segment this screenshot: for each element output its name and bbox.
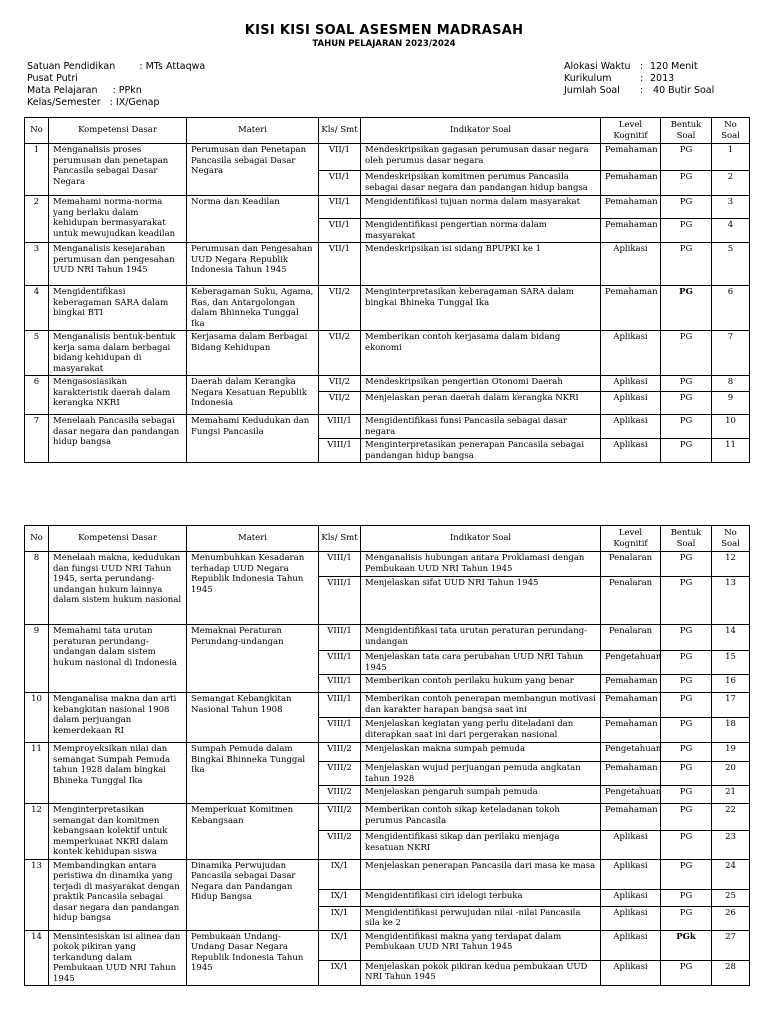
materi-cell: Pembukaan Undang-Undang Dasar Negara Republik Indonesia Tahun 1945	[187, 930, 319, 986]
kd-number: 2	[25, 196, 49, 243]
level-kognitif-cell: Aplikasi	[601, 243, 661, 286]
materi-cell: Kerjasama dalam Berbagai Bidang Kehidupan	[187, 331, 319, 376]
kompetensi-dasar-cell: Menganalisa makna dan arti kebangkitan nasional 1908 dalam perjuangan kemerdekaan RI	[49, 693, 187, 743]
indikator-cell: Menganalisis hubungan antara Proklamasi dengan Pembukaan UUD NRI Tahun 1945	[361, 552, 601, 577]
level-kognitif-cell: Penalaran	[601, 552, 661, 577]
level-kognitif-cell: Pengetahuan	[601, 651, 661, 675]
kompetensi-dasar-cell: Menelaah makna, kedudukan dan fungsi UUD NRI Tahun 1945, serta perundang-undangan hukum lainnya dalam sistem hukum nasional	[49, 552, 187, 625]
kls-smt-cell: VII/1	[319, 243, 361, 286]
no-soal-cell: 28	[712, 960, 750, 985]
kompetensi-dasar-cell: Mengasosiasikan karakteristik daerah dalam kerangka NKRI	[49, 376, 187, 415]
header-level-kognitif: Level Kognitif	[601, 526, 661, 552]
kls-smt-cell: VII/2	[319, 392, 361, 415]
kisi-table-1	[24, 117, 750, 463]
level-kognitif-cell: Aplikasi	[601, 831, 661, 859]
indikator-cell: Mengidentifikasi pengertian norma dalam masyarakat	[361, 219, 601, 243]
table-row	[25, 243, 750, 286]
level-kognitif-cell: Aplikasi	[601, 439, 661, 463]
no-soal-cell: 5	[712, 243, 750, 286]
header-no-soal: No Soal	[712, 118, 750, 144]
no-soal-cell: 8	[712, 376, 750, 392]
kompetensi-dasar-cell: Memahami tata urutan peraturan perundang-undangan dalam sistem hukum nasional di Indonesia	[49, 625, 187, 693]
level-kognitif-cell: Pemahaman	[601, 144, 661, 171]
no-soal-cell: 26	[712, 906, 750, 930]
table-row	[25, 376, 750, 392]
no-soal-cell: 13	[712, 577, 750, 625]
info-left-line: Satuan Pendidikan : MTs Attaqwa	[27, 61, 206, 72]
table-row	[25, 286, 750, 331]
kls-smt-cell: VIII/2	[319, 762, 361, 786]
kls-smt-cell: VIII/1	[319, 552, 361, 577]
header-kompetensi-dasar: Kompetensi Dasar	[49, 526, 187, 552]
table-row	[25, 930, 750, 960]
level-kognitif-cell: Aplikasi	[601, 889, 661, 906]
header-indikator-soal: Indikator Soal	[361, 526, 601, 552]
bentuk-soal-cell: PG	[661, 693, 712, 718]
bentuk-soal-cell: PG	[661, 552, 712, 577]
indikator-cell: Menginterpretasikan keberagaman SARA dalam bingkai Bhineka Tunggal Ika	[361, 286, 601, 331]
info-left-line: Pusat Putri	[27, 73, 78, 84]
bentuk-soal-cell: PG	[661, 219, 712, 243]
kd-number: 9	[25, 625, 49, 693]
kls-smt-cell: VII/2	[319, 331, 361, 376]
level-kognitif-cell: Pemahaman	[601, 219, 661, 243]
kls-smt-cell: IX/1	[319, 930, 361, 960]
kls-smt-cell: VIII/1	[319, 439, 361, 463]
bentuk-soal-cell: PG	[661, 859, 712, 889]
kompetensi-dasar-cell: Menganalisis bentuk-bentuk kerja sama dalam berbagai bidang kehidupan di masyarakat	[49, 331, 187, 376]
kls-smt-cell: VII/2	[319, 376, 361, 392]
no-soal-cell: 23	[712, 831, 750, 859]
no-soal-cell: 6	[712, 286, 750, 331]
info-right	[564, 61, 714, 97]
table-row	[25, 331, 750, 376]
no-soal-cell: 16	[712, 675, 750, 693]
indikator-cell: Mendeskripsikan komitmen perumus Pancasila sebagai dasar negara dan pandangan hidup bangsa	[361, 171, 601, 196]
indikator-cell: Menjelaskan penerapan Pancasila dari masa ke masa	[361, 859, 601, 889]
no-soal-cell: 22	[712, 804, 750, 831]
bentuk-soal-cell: PG	[661, 786, 712, 804]
indikator-cell: Memberikan contoh perilaku hukum yang benar	[361, 675, 601, 693]
bentuk-soal-cell: PG	[661, 415, 712, 439]
header-no: No	[25, 118, 49, 144]
level-kognitif-cell: Pengetahuan	[601, 743, 661, 762]
bentuk-soal-cell: PG	[661, 439, 712, 463]
no-soal-cell: 15	[712, 651, 750, 675]
level-kognitif-cell: Aplikasi	[601, 960, 661, 985]
kd-number: 5	[25, 331, 49, 376]
kls-smt-cell: VII/1	[319, 196, 361, 219]
kompetensi-dasar-cell: Menelaah Pancasila sebagai dasar negara dan pandangan hidup bangsa	[49, 415, 187, 463]
kompetensi-dasar-cell: Memproyeksikan nilai dan semangat Sumpah Pemuda tahun 1928 dalam bingkai Bhineka Tunggal Ika	[49, 743, 187, 804]
level-kognitif-cell: Pemahaman	[601, 718, 661, 743]
bentuk-soal-cell: PG	[661, 625, 712, 651]
info-left-line: Mata Pelajaran : PPkn	[27, 85, 142, 96]
materi-cell: Perumusan dan Pengesahan UUD Negara Republik Indonesia Tahun 1945	[187, 243, 319, 286]
header-no: No	[25, 526, 49, 552]
info-label: Jumlah Soal	[564, 85, 620, 96]
materi-cell: Perumusan dan Penetapan Pancasila sebagai Dasar Negara	[187, 144, 319, 196]
bentuk-soal-cell: PG	[661, 889, 712, 906]
no-soal-cell: 21	[712, 786, 750, 804]
level-kognitif-cell: Aplikasi	[601, 930, 661, 960]
info-kurikulum: Kurikulum : 2013	[564, 73, 675, 84]
kd-number: 12	[25, 804, 49, 860]
indikator-cell: Menjelaskan pengaruh sumpah pemuda	[361, 786, 601, 804]
kls-smt-cell: VIII/1	[319, 675, 361, 693]
level-kognitif-cell: Aplikasi	[601, 906, 661, 930]
kls-smt-cell: VIII/2	[319, 743, 361, 762]
no-soal-cell: 2	[712, 171, 750, 196]
kompetensi-dasar-cell: Menganalisis proses perumusan dan penetapan Pancasila sebagai Dasar Negara	[49, 144, 187, 196]
kd-number: 13	[25, 859, 49, 930]
level-kognitif-cell: Pengetahuan	[601, 786, 661, 804]
kls-smt-cell: IX/1	[319, 906, 361, 930]
bentuk-soal-cell: PG	[661, 804, 712, 831]
kd-number: 3	[25, 243, 49, 286]
materi-cell: Sumpah Pemuda dalam Bingkai Bhinneka Tunggal Ika	[187, 743, 319, 804]
kls-smt-cell: VIII/1	[319, 625, 361, 651]
header-level-kognitif: Level Kognitif	[601, 118, 661, 144]
no-soal-cell: 18	[712, 718, 750, 743]
indikator-cell: Mendeskripsikan gagasan perumusan dasar negara oleh perumus dasar negara	[361, 144, 601, 171]
bentuk-soal-cell: PG	[661, 171, 712, 196]
level-kognitif-cell: Pemahaman	[601, 171, 661, 196]
header-kls-smt: Kls/ Smt	[319, 526, 361, 552]
header-bentuk-soal: Bentuk Soal	[661, 118, 712, 144]
no-soal-cell: 11	[712, 439, 750, 463]
kls-smt-cell: IX/1	[319, 960, 361, 985]
bentuk-soal-cell: PG	[661, 144, 712, 171]
table-header-row	[25, 526, 750, 552]
materi-cell: Daerah dalam Kerangka Negara Kesatuan Republik Indonesia	[187, 376, 319, 415]
bentuk-soal-cell: PG	[661, 286, 712, 331]
level-kognitif-cell: Pemahaman	[601, 693, 661, 718]
indikator-cell: Menjelaskan makna sumpah pemuda	[361, 743, 601, 762]
header-kls-smt: Kls/ Smt	[319, 118, 361, 144]
no-soal-cell: 14	[712, 625, 750, 651]
no-soal-cell: 20	[712, 762, 750, 786]
bentuk-soal-cell: PG	[661, 743, 712, 762]
no-soal-cell: 25	[712, 889, 750, 906]
materi-cell: Menumbuhkan Kesadaran terhadap UUD Negara Republik Indonesia Tahun 1945	[187, 552, 319, 625]
table-row	[25, 415, 750, 439]
info-jumlah-soal: Jumlah Soal : 40 Butir Soal	[564, 85, 715, 96]
kisi-table-2	[24, 525, 750, 986]
indikator-cell: Menjelaskan sifat UUD NRI Tahun 1945	[361, 577, 601, 625]
header-materi: Materi	[187, 118, 319, 144]
level-kognitif-cell: Pemahaman	[601, 762, 661, 786]
indikator-cell: Mengidentifikasi perwujudan nilai -nilai Pancasila sila ke 2	[361, 906, 601, 930]
materi-cell: Norma dan Keadilan	[187, 196, 319, 243]
indikator-cell: Menjelaskan pokok pikiran kedua pembukaan UUD NRI Tahun 1945	[361, 960, 601, 985]
bentuk-soal-cell: PG	[661, 376, 712, 392]
indikator-cell: Memberikan contoh kerjasama dalam bidang ekonomi	[361, 331, 601, 376]
no-soal-cell: 24	[712, 859, 750, 889]
indikator-cell: Mendeskripsikan pengertian Otonomi Daerah	[361, 376, 601, 392]
info-value: 2013	[650, 73, 675, 84]
kompetensi-dasar-cell: Membandingkan antara peristiwa dn dinamika yang terjadi di masyarakat dengan praktik Pancasila sebagai dasar negara dan pandangan hidup bangsa	[49, 859, 187, 930]
header-kompetensi-dasar: Kompetensi Dasar	[49, 118, 187, 144]
indikator-cell: Mengidentifikasi ciri idelogi terbuka	[361, 889, 601, 906]
info-alokasi: Alokasi Waktu : 120 Menit	[564, 61, 698, 72]
no-soal-cell: 10	[712, 415, 750, 439]
table-row	[25, 552, 750, 577]
info-label: Kurikulum	[564, 73, 612, 84]
level-kognitif-cell: Aplikasi	[601, 331, 661, 376]
indikator-cell: Mengidentifikasi tujuan norma dalam masyarakat	[361, 196, 601, 219]
level-kognitif-cell: Pemahaman	[601, 675, 661, 693]
table-row	[25, 196, 750, 219]
kls-smt-cell: VIII/2	[319, 786, 361, 804]
kd-number: 14	[25, 930, 49, 986]
table-row	[25, 144, 750, 171]
kompetensi-dasar-cell: Menginterpretasikan semangat dan komitmen kebangsaan kolektif untuk memperkuaat NKRI dalam kontek kehidupan siswa	[49, 804, 187, 860]
no-soal-cell: 17	[712, 693, 750, 718]
kompetensi-dasar-cell: Mensintesiskan isi alinea dan pokok pikiran yang terkandung dalam Pembukaan UUD NRI Tahun 1945	[49, 930, 187, 986]
no-soal-cell: 9	[712, 392, 750, 415]
indikator-cell: Mengidentifikasi tata urutan peraturan perundang-undangan	[361, 625, 601, 651]
kls-smt-cell: VIII/1	[319, 718, 361, 743]
kls-smt-cell: VII/1	[319, 144, 361, 171]
bentuk-soal-cell: PG	[661, 243, 712, 286]
indikator-cell: Menginterpretasikan penerapan Pancasila sebagai pandangan hidup bangsa	[361, 439, 601, 463]
level-kognitif-cell: Penalaran	[601, 625, 661, 651]
kls-smt-cell: VIII/2	[319, 804, 361, 831]
kls-smt-cell: VIII/1	[319, 577, 361, 625]
indikator-cell: Mengidentifikasi makna yang terdapat dalam Pembukaan UUD NRI Tahun 1945	[361, 930, 601, 960]
level-kognitif-cell: Aplikasi	[601, 859, 661, 889]
kd-number: 7	[25, 415, 49, 463]
info-label: Alokasi Waktu	[564, 61, 631, 72]
kd-number: 11	[25, 743, 49, 804]
bentuk-soal-cell: PG	[661, 718, 712, 743]
bentuk-soal-cell: PGk	[661, 930, 712, 960]
no-soal-cell: 27	[712, 930, 750, 960]
header-bentuk-soal: Bentuk Soal	[661, 526, 712, 552]
level-kognitif-cell: Aplikasi	[601, 376, 661, 392]
indikator-cell: Memberikan contoh sikap keteladanan tokoh perumus Pancasila	[361, 804, 601, 831]
materi-cell: Memaknai Peraturan Perundang-undangan	[187, 625, 319, 693]
kd-number: 10	[25, 693, 49, 743]
header-indikator-soal: Indikator Soal	[361, 118, 601, 144]
indikator-cell: Menjelaskan kegiatan yang perlu diteladani dan diterapkan saat ini dari pergerakan nasional	[361, 718, 601, 743]
kompetensi-dasar-cell: Mengidentifikasi keberagaman SARA dalam bingkai BTI	[49, 286, 187, 331]
bentuk-soal-cell: PG	[661, 577, 712, 625]
info-value: 40 Butir Soal	[650, 85, 715, 96]
table-row	[25, 859, 750, 889]
level-kognitif-cell: Pemahaman	[601, 804, 661, 831]
indikator-cell: Mendeskripsikan isi sidang BPUPKI ke 1	[361, 243, 601, 286]
no-soal-cell: 1	[712, 144, 750, 171]
bentuk-soal-cell: PG	[661, 960, 712, 985]
no-soal-cell: 12	[712, 552, 750, 577]
info-left-line: Kelas/Semester : IX/Genap	[27, 97, 160, 108]
kls-smt-cell: VII/2	[319, 286, 361, 331]
level-kognitif-cell: Aplikasi	[601, 392, 661, 415]
bentuk-soal-cell: PG	[661, 331, 712, 376]
kd-number: 1	[25, 144, 49, 196]
level-kognitif-cell: Penalaran	[601, 577, 661, 625]
kls-smt-cell: VII/1	[319, 171, 361, 196]
indikator-cell: Menjelaskan peran daerah dalam kerangka NKRI	[361, 392, 601, 415]
kls-smt-cell: VIII/1	[319, 415, 361, 439]
level-kognitif-cell: Aplikasi	[601, 415, 661, 439]
kls-smt-cell: VIII/1	[319, 651, 361, 675]
indikator-cell: Menjelaskan tata cara perubahan UUD NRI Tahun 1945	[361, 651, 601, 675]
document-subtitle: TAHUN PELAJARAN 2023/2024	[312, 39, 456, 49]
no-soal-cell: 4	[712, 219, 750, 243]
materi-cell: Dinamika Perwujudan Pancasila sebagai Dasar Negara dan Pandangan Hidup Bangsa	[187, 859, 319, 930]
bentuk-soal-cell: PG	[661, 651, 712, 675]
kd-number: 8	[25, 552, 49, 625]
indikator-cell: Mengidentifikasi funsi Pancasila sebagai dasar negara	[361, 415, 601, 439]
materi-cell: Semangat Kebangkitan Nasional Tahun 1908	[187, 693, 319, 743]
no-soal-cell: 19	[712, 743, 750, 762]
level-kognitif-cell: Pemahaman	[601, 196, 661, 219]
bentuk-soal-cell: PG	[661, 196, 712, 219]
kls-smt-cell: VIII/2	[319, 831, 361, 859]
level-kognitif-cell: Pemahaman	[601, 286, 661, 331]
table-header-row	[25, 118, 750, 144]
materi-cell: Memahami Kedudukan dan Fungsi Pancasila	[187, 415, 319, 463]
table-row	[25, 804, 750, 831]
info-left	[27, 61, 205, 109]
document-title: KISI KISI SOAL ASESMEN MADRASAH	[244, 23, 524, 38]
kls-smt-cell: VIII/1	[319, 693, 361, 718]
kd-number: 4	[25, 286, 49, 331]
bentuk-soal-cell: PG	[661, 906, 712, 930]
bentuk-soal-cell: PG	[661, 762, 712, 786]
kompetensi-dasar-cell: Menganalisis kesejarahan perumusan dan pengesahan UUD NRI Tahun 1945	[49, 243, 187, 286]
info-value: 120 Menit	[650, 61, 698, 72]
indikator-cell: Memberikan contoh penerapan membangun motivasi dan karakter harapan bangsa saat ini	[361, 693, 601, 718]
no-soal-cell: 3	[712, 196, 750, 219]
table-row	[25, 625, 750, 651]
kls-smt-cell: VII/1	[319, 219, 361, 243]
kompetensi-dasar-cell: Memahami norma-norma yang berlaku dalam kehidupan bermasyarakat untuk mewujudkan keadilan	[49, 196, 187, 243]
table-row	[25, 743, 750, 762]
header-no-soal: No Soal	[712, 526, 750, 552]
indikator-cell: Mengidentifikasi sikap dan perilaku menjaga kesatuan NKRI	[361, 831, 601, 859]
bentuk-soal-cell: PG	[661, 831, 712, 859]
materi-cell: Memperkuat Komitmen Kebangsaan	[187, 804, 319, 860]
materi-cell: Keberagaman Suku, Agama, Ras, dan Antargolongan dalam Bhinneka Tunggal Ika	[187, 286, 319, 331]
bentuk-soal-cell: PG	[661, 675, 712, 693]
indikator-cell: Menjelaskan wujud perjuangan pemuda angkatan tahun 1928	[361, 762, 601, 786]
table-row	[25, 693, 750, 718]
header-materi: Materi	[187, 526, 319, 552]
kls-smt-cell: IX/1	[319, 859, 361, 889]
no-soal-cell: 7	[712, 331, 750, 376]
kls-smt-cell: IX/1	[319, 889, 361, 906]
bentuk-soal-cell: PG	[661, 392, 712, 415]
kd-number: 6	[25, 376, 49, 415]
